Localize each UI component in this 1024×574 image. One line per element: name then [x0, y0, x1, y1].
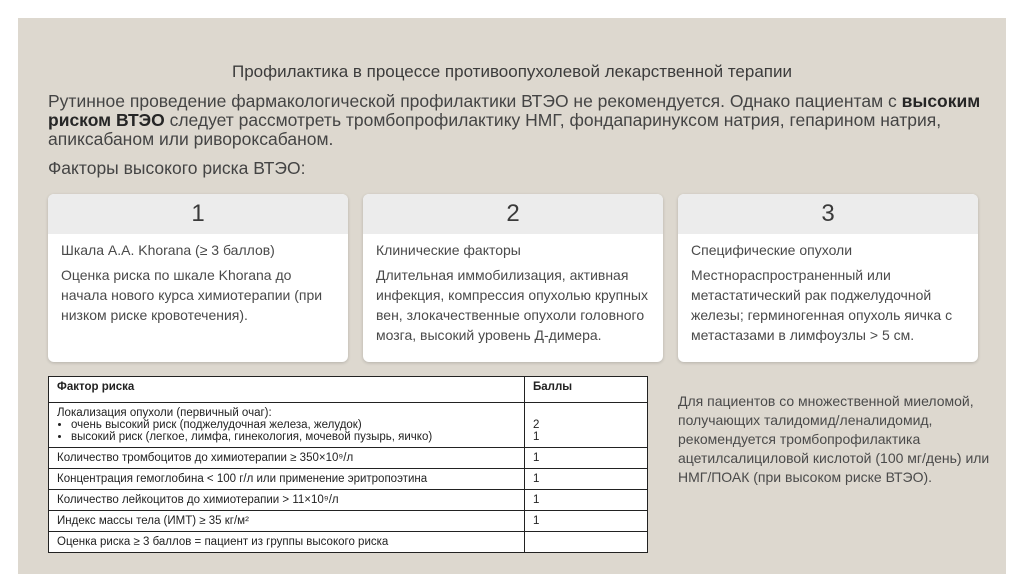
factor-cell: Индекс массы тела (ИМТ) ≥ 35 кг/м²	[49, 511, 525, 532]
factor-cell: Количество лейкоцитов до химиотерапии > 11×10⁹/л	[49, 490, 525, 511]
table-row	[49, 469, 648, 490]
list-item: • высокий риск (легкое, лимфа, гинекология, мочевой пузырь, яичко)	[71, 431, 516, 443]
factor-cell: Количество тромбоцитов до химиотерапии ≥ 350×10⁹/л	[49, 448, 525, 469]
card-text: Местнораспространенный или метастатический рак поджелудочной железы; герминогенная опухоль яичка с метастазами в лимфоузлы > 5 см.	[691, 267, 953, 343]
card-subtitle: Специфические опухоли	[691, 242, 853, 258]
table-row	[49, 532, 648, 553]
khorana-table	[48, 376, 648, 553]
card-subtitle: Шкала А.А. Khorana (≥ 3 баллов)	[61, 242, 275, 258]
intro-text-2: следует рассмотреть тромбопрофилактику НМГ, фондапаринуксом натрия, гепарином натрия, апиксабаном или ривороксабаном.	[48, 110, 942, 149]
card-number: 2	[363, 194, 663, 234]
card-text: Длительная иммобилизация, активная инфекция, компрессия опухолью крупных вен, злокачественные опухоли головного мозга, высокий уровень Д-димера.	[376, 267, 648, 343]
card-number: 3	[678, 194, 978, 234]
score-cell: 1	[525, 511, 648, 532]
risk-card-2	[363, 194, 663, 362]
table-row	[49, 403, 648, 448]
table-row	[49, 490, 648, 511]
list-item: • очень высокий риск (поджелудочная железа, желудок)	[71, 419, 516, 431]
score-value: 2	[533, 419, 540, 431]
score-cell	[525, 532, 648, 553]
card-number: 1	[48, 194, 348, 234]
header-factor: Фактор риска	[49, 377, 525, 403]
risk-card-3	[678, 194, 978, 362]
localization-list	[57, 419, 516, 443]
intro-paragraph	[48, 92, 988, 149]
score-cell: 1	[525, 490, 648, 511]
intro-bold-text: высоким риском ВТЭО	[48, 91, 981, 130]
table-header-row	[49, 377, 648, 403]
card-subtitle: Клинические факторы	[376, 242, 521, 258]
score-value: 1	[533, 431, 540, 443]
header-score: Баллы	[525, 377, 648, 403]
table-row	[49, 448, 648, 469]
localization-label: Локализация опухоли (первичный очаг):	[57, 407, 272, 419]
factor-cell: Концентрация гемоглобина < 100 г/л или применение эритропоэтина	[49, 469, 525, 490]
slide-title: Профилактика в процессе противоопухолевой лекарственной терапии	[232, 62, 792, 81]
score-cell: 1	[525, 448, 648, 469]
factor-cell: Оценка риска ≥ 3 баллов = пациент из группы высокого риска	[49, 532, 525, 553]
intro-text-1: Рутинное проведение фармакологической профилактики ВТЭО не рекомендуется. Однако пациентам с	[48, 91, 897, 111]
myeloma-note: Для пациентов со множественной миеломой, получающих талидомид/леналидомид, рекомендуется тромбопрофилактика ацетилсалициловой кислотой (100 мг/день) или НМГ/ПОАК (при высоком риске ВТЭО).	[678, 393, 990, 485]
card-text: Оценка риска по шкале Khorana до начала нового курса химиотерапии (при низком риске кровотечения).	[61, 267, 323, 323]
table-row	[49, 511, 648, 532]
score-cell: 1	[525, 469, 648, 490]
factors-heading: Факторы высокого риска ВТЭО:	[48, 158, 306, 178]
slide	[18, 18, 1006, 574]
risk-card-1	[48, 194, 348, 362]
